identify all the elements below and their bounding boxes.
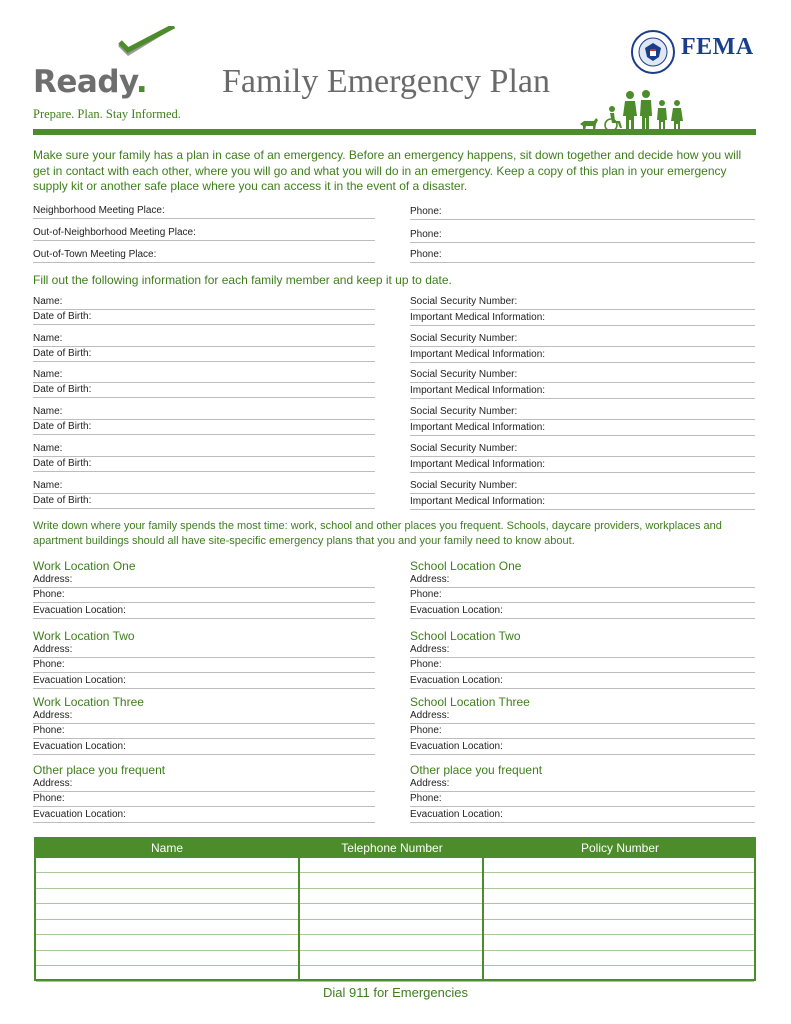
meeting-phone-field[interactable]: Phone:	[410, 229, 755, 243]
column-divider	[298, 858, 300, 979]
table-header	[36, 839, 754, 858]
right-location-title: School Location Three	[410, 695, 530, 709]
right-location-title: School Location Two	[410, 629, 521, 643]
location-phone-field[interactable]: Phone:	[33, 793, 375, 807]
member-ssn-field[interactable]: Social Security Number:	[410, 333, 755, 347]
member-name-field[interactable]: Name:	[33, 406, 375, 420]
member-dob-field[interactable]: Date of Birth:	[33, 311, 375, 325]
table-row[interactable]	[36, 872, 754, 873]
column-header-name: Name	[150, 841, 183, 855]
header-divider	[33, 129, 756, 135]
fema-logo: FEMA	[681, 34, 754, 60]
location-address-field[interactable]: Address:	[410, 644, 755, 658]
right-location-title: Other place you frequent	[410, 763, 543, 777]
location-address-field[interactable]: Address:	[410, 778, 755, 792]
left-location-title: Work Location Three	[33, 695, 144, 709]
member-ssn-field[interactable]: Social Security Number:	[410, 406, 755, 420]
location-phone-field[interactable]: Phone:	[33, 589, 375, 603]
member-medical-field[interactable]: Important Medical Information:	[410, 459, 755, 473]
member-medical-field[interactable]: Important Medical Information:	[410, 422, 755, 436]
location-address-field[interactable]: Address:	[33, 574, 375, 588]
member-dob-field[interactable]: Date of Birth:	[33, 348, 375, 362]
member-medical-field[interactable]: Important Medical Information:	[410, 349, 755, 363]
ready-logo: Ready.	[33, 64, 148, 100]
table-row[interactable]	[36, 903, 754, 904]
tagline: Prepare. Plan. Stay Informed.	[33, 107, 181, 121]
location-address-field[interactable]: Address:	[410, 710, 755, 724]
dhs-seal-icon	[631, 30, 675, 74]
meeting-place-field[interactable]: Out-of-Neighborhood Meeting Place:	[33, 227, 375, 241]
location-address-field[interactable]: Address:	[33, 778, 375, 792]
left-location-title: Work Location Two	[33, 629, 135, 643]
table-row[interactable]	[36, 888, 754, 889]
member-ssn-field[interactable]: Social Security Number:	[410, 296, 755, 310]
member-name-field[interactable]: Name:	[33, 443, 375, 457]
family-icon	[578, 88, 688, 132]
table-row[interactable]	[36, 919, 754, 920]
member-ssn-field[interactable]: Social Security Number:	[410, 480, 755, 494]
location-phone-field[interactable]: Phone:	[410, 589, 755, 603]
column-header-telephone: Telephone Number	[341, 841, 443, 855]
member-name-field[interactable]: Name:	[33, 333, 375, 347]
table-row[interactable]	[36, 965, 754, 966]
location-evacuation-field[interactable]: Evacuation Location:	[33, 741, 375, 755]
location-address-field[interactable]: Address:	[33, 710, 375, 724]
intro-text: Make sure your family has a plan in case of an emergency. Before an emergency happens, sit down together and decide how you will get in contact with each other, where you will go and what you will do in an emergency. Keep a copy of this plan in your emergency supply kit or another safe place where you can access it in the event of a disaster.	[33, 148, 742, 193]
meeting-phone-field[interactable]: Phone:	[410, 249, 755, 263]
page-title: Family Emergency Plan	[222, 63, 550, 100]
location-evacuation-field[interactable]: Evacuation Location:	[33, 605, 375, 619]
member-name-field[interactable]: Name:	[33, 296, 375, 310]
right-location-title: School Location One	[410, 559, 522, 573]
location-evacuation-field[interactable]: Evacuation Location:	[410, 675, 755, 689]
table-row[interactable]	[36, 950, 754, 951]
meeting-phone-field[interactable]: Phone:	[410, 206, 755, 220]
member-name-field[interactable]: Name:	[33, 480, 375, 494]
member-dob-field[interactable]: Date of Birth:	[33, 421, 375, 435]
member-dob-field[interactable]: Date of Birth:	[33, 495, 375, 509]
table-row[interactable]	[36, 934, 754, 935]
column-header-policy: Policy Number	[580, 841, 660, 855]
column-divider	[482, 858, 484, 979]
location-phone-field[interactable]: Phone:	[410, 725, 755, 739]
member-medical-field[interactable]: Important Medical Information:	[410, 385, 755, 399]
location-address-field[interactable]: Address:	[33, 644, 375, 658]
location-phone-field[interactable]: Phone:	[33, 725, 375, 739]
location-evacuation-field[interactable]: Evacuation Location:	[410, 605, 755, 619]
contacts-table	[34, 837, 756, 981]
member-dob-field[interactable]: Date of Birth:	[33, 384, 375, 398]
member-ssn-field[interactable]: Social Security Number:	[410, 443, 755, 457]
meeting-place-field[interactable]: Out-of-Town Meeting Place:	[33, 249, 375, 263]
location-phone-field[interactable]: Phone:	[410, 659, 755, 673]
table-row[interactable]	[36, 981, 754, 982]
member-name-field[interactable]: Name:	[33, 369, 375, 383]
footer-note: Dial 911 for Emergencies	[323, 985, 468, 1000]
members-intro-text: Fill out the following information for each family member and keep it up to date.	[33, 273, 452, 287]
location-evacuation-field[interactable]: Evacuation Location:	[33, 675, 375, 689]
left-location-title: Work Location One	[33, 559, 136, 573]
checkmark-icon	[114, 26, 178, 62]
location-evacuation-field[interactable]: Evacuation Location:	[410, 809, 755, 823]
member-medical-field[interactable]: Important Medical Information:	[410, 496, 755, 510]
meeting-place-field[interactable]: Neighborhood Meeting Place:	[33, 205, 375, 219]
location-evacuation-field[interactable]: Evacuation Location:	[410, 741, 755, 755]
member-dob-field[interactable]: Date of Birth:	[33, 458, 375, 472]
location-phone-field[interactable]: Phone:	[410, 793, 755, 807]
location-phone-field[interactable]: Phone:	[33, 659, 375, 673]
places-intro-text: Write down where your family spends the most time: work, school and other places you frequent. Schools, daycare providers, workplaces and apartment buildings should all have site-specific emergency plans that you and your family need to know about.	[33, 520, 722, 547]
location-address-field[interactable]: Address:	[410, 574, 755, 588]
member-medical-field[interactable]: Important Medical Information:	[410, 312, 755, 326]
member-ssn-field[interactable]: Social Security Number:	[410, 369, 755, 383]
location-evacuation-field[interactable]: Evacuation Location:	[33, 809, 375, 823]
left-location-title: Other place you frequent	[33, 763, 166, 777]
